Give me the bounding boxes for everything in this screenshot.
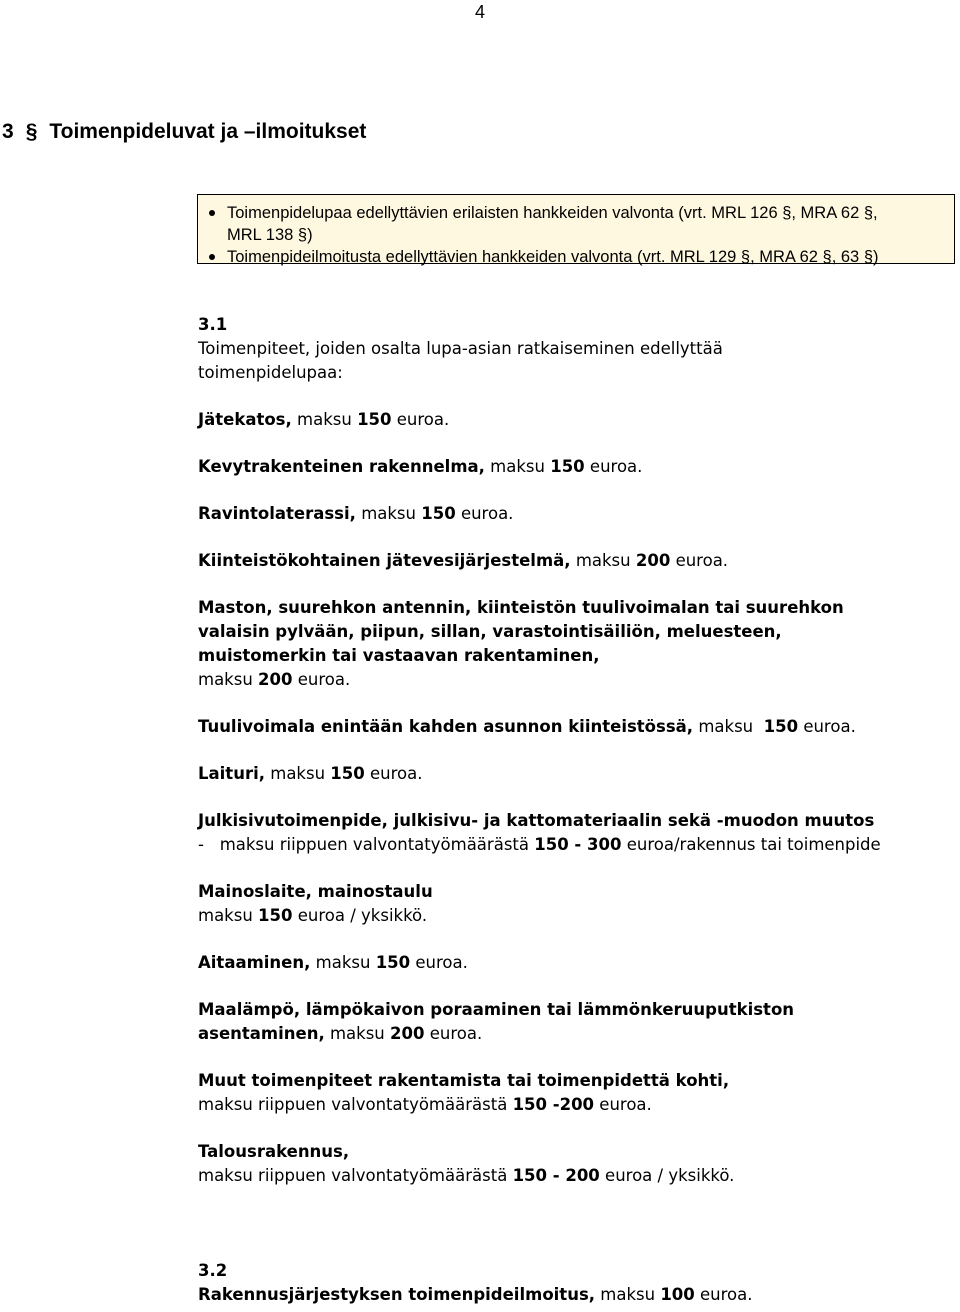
heading-number: 3 [2,120,14,143]
fee-item-julkisivu: Julkisivutoimenpide, julkisivu- ja kattomateriaalin sekä -muodon muutos [198,811,875,830]
section-sign: § [25,120,38,143]
page-number: 4 [474,2,485,22]
section-title-line2: toimenpidelupaa: [198,363,343,382]
section-number: 3.1 [198,315,228,334]
bullet-item [206,202,954,246]
fee-item-tuulivoimala: Tuulivoimala enintään kahden asunnon kiinteistössä, maksu 150 euroa. [198,717,856,736]
fee-item-mainos-fee: maksu 150 euroa / yksikkö. [198,906,428,925]
fee-item-maalampo-line1: Maalämpö, lämpökaivon poraaminen tai lämmönkeruuputkiston [198,1000,795,1019]
fee-item-maston-line1: Maston, suurehkon antennin, kiinteistön tuulivoimalan tai suurehkon [198,598,844,617]
fee-item-maston-line3: muistomerkin tai vastaavan rakentaminen, [198,646,600,665]
fee-item-maalampo-line2: asentaminen, maksu 200 euroa. [198,1024,483,1043]
fee-item-maston-line2: valaisin pylvään, piipun, sillan, varastointisäiliön, meluesteen, [198,622,782,641]
section-heading [2,120,366,144]
fee-item-jatevesi: Kiinteistökohtainen jätevesijärjestelmä, maksu 200 euroa. [198,551,729,570]
fee-item-talous: Talousrakennus, [198,1142,350,1161]
fee-item-kevytrakenteinen: Kevytrakenteinen rakennelma, maksu 150 euroa. [198,457,643,476]
fee-list [198,313,956,1307]
fee-item-jatekatos: Jätekatos, maksu 150 euroa. [198,410,450,429]
bullet-text: Toimenpideilmoitusta edellyttävien hankkeiden valvonta (vrt. MRL 129 §, MRA 62 §, 63 §) [227,248,879,266]
fee-item-talous-fee: maksu riippuen valvontatyömäärästä 150 - 200 euroa / yksikkö. [198,1166,735,1185]
fee-item-muut: Muut toimenpiteet rakentamista tai toimenpidettä kohti, [198,1071,730,1090]
section-number-3-2: 3.2 [198,1261,228,1280]
fee-item-aitaaminen: Aitaaminen, maksu 150 euroa. [198,953,468,972]
bullet-text-line2: MRL 138 §) [227,226,313,244]
bullet-list [206,202,954,268]
section-title-line1: Toimenpiteet, joiden osalta lupa-asian ratkaiseminen edellyttää [198,339,723,358]
fee-item-rakennusjarjestys: Rakennusjärjestyksen toimenpideilmoitus, maksu 100 euroa. [198,1285,753,1304]
supervision-summary-box [197,194,955,264]
fee-item-mainos: Mainoslaite, mainostaulu [198,882,433,901]
heading-text: Toimenpideluvat ja –ilmoitukset [49,120,367,143]
fee-item-laituri: Laituri, maksu 150 euroa. [198,764,423,783]
bullet-text-line1: Toimenpidelupaa edellyttävien erilaisten hankkeiden valvonta (vrt. MRL 126 §, MRA 62 §, [227,204,878,222]
bullet-item [206,246,954,268]
fee-item-julkisivu-fee: - maksu riippuen valvontatyömäärästä 150 - 300 euroa/rakennus tai toimenpide [198,835,881,854]
fee-item-ravintolaterassi: Ravintolaterassi, maksu 150 euroa. [198,504,514,523]
fee-item-maston-fee: maksu 200 euroa. [198,670,351,689]
fee-item-muut-fee: maksu riippuen valvontatyömäärästä 150 -200 euroa. [198,1095,652,1114]
